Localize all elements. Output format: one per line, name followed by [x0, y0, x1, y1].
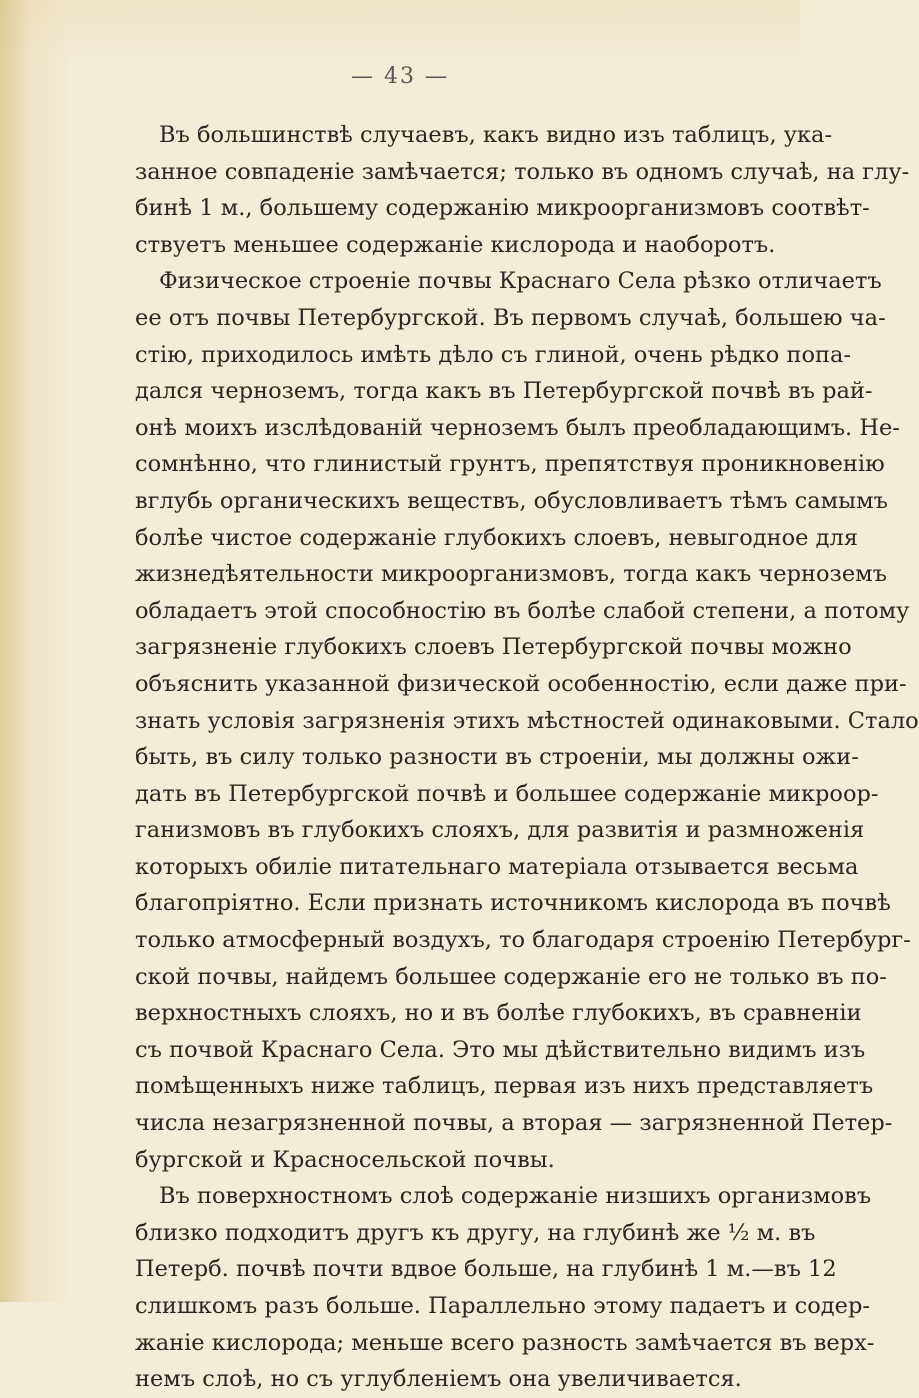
body-text [135, 117, 919, 1398]
text-line: занное совпаденіе замѣчается; только въ одномъ случаѣ, на глу- [135, 158, 910, 185]
text-line: стію, приходилось имѣть дѣло съ глиной, очень рѣдко попа- [135, 341, 852, 368]
text-line: жаніе кислорода; меньше всего разность замѣчается въ верх- [135, 1329, 875, 1356]
text-line: знать условія загрязненія этихъ мѣстностей одинаковыми. Стало [135, 707, 919, 734]
text-line: ской почвы, найдемъ большее содержаніе его не только въ по- [135, 963, 887, 990]
text-line: помѣщенныхъ ниже таблицъ, первая изъ нихъ представляетъ [135, 1073, 874, 1100]
text-line: съ почвой Краснаго Села. Это мы дѣйствительно видимъ изъ [135, 1036, 866, 1063]
text-line: ее отъ почвы Петербургской. Въ первомъ случаѣ, большею ча- [135, 304, 886, 331]
text-line: онѣ моихъ изслѣдованій черноземъ былъ преобладающимъ. Не- [135, 414, 900, 441]
text-line: которыхъ обиліе питательнаго матеріала отзывается весьма [135, 853, 859, 880]
text-line: Въ поверхностномъ слоѣ содержаніе низшихъ организмовъ [159, 1183, 872, 1210]
text-line: близко подходитъ другъ къ другу, на глубинѣ же ½ м. въ [135, 1219, 816, 1246]
text-line: обладаетъ этой способностію въ болѣе слабой степени, а потому [135, 597, 910, 624]
text-line: дался черноземъ, тогда какъ въ Петербургской почвѣ въ рай- [135, 378, 873, 405]
text-line: ствуетъ меньшее содержаніе кислорода и наоборотъ. [135, 231, 776, 258]
text-line: числа незагрязненной почвы, а вторая — загрязненной Петер- [135, 1110, 893, 1137]
text-line: верхностныхъ слояхъ, но и въ болѣе глубокихъ, въ сравненіи [135, 1000, 862, 1027]
text-line: слишкомъ разъ больше. Параллельно этому падаетъ и содер- [135, 1293, 870, 1319]
page-number: — 43 — [351, 64, 449, 89]
text-line: сомнѣнно, что глинистый грунтъ, препятствуя проникновенію [135, 451, 885, 478]
text-line: быть, въ силу только разности въ строеніи, мы должны ожи- [135, 744, 859, 771]
text-line: бургской и Красносельской почвы. [135, 1146, 555, 1173]
text-line: благопріятно. Если признать источникомъ кислорода въ почвѣ [135, 890, 891, 917]
text-line: объяснить указанной физической особенностію, если даже при- [135, 670, 907, 697]
text-line: Физическое строеніе почвы Краснаго Села рѣзко отличаетъ [159, 268, 882, 295]
text-line: жизнедѣятельности микроорганизмовъ, тогда какъ черноземъ [135, 561, 887, 588]
text-line: ганизмовъ въ глубокихъ слояхъ, для развитія и размноженія [135, 817, 865, 844]
text-line: загрязненіе глубокихъ слоевъ Петербургской почвы можно [135, 634, 852, 661]
text-line: только атмосферный воздухъ, то благодаря строенію Петербург- [135, 927, 911, 954]
text-line: Петерб. почвѣ почти вдвое больше, на глубинѣ 1 м.—въ 12 [135, 1256, 837, 1283]
text-line: Въ большинствѣ случаевъ, какъ видно изъ таблицъ, ука- [159, 122, 833, 148]
text-line: дать въ Петербургской почвѣ и большее содержаніе микроор- [135, 780, 879, 807]
text-line: вглубь органическихъ веществъ, обусловливаетъ тѣмъ самымъ [135, 487, 888, 514]
text-line: немъ слоѣ, но съ углубленіемъ она увеличивается. [135, 1366, 742, 1393]
text-line: бинѣ 1 м., большему содержанію микроорганизмовъ соотвѣт- [135, 195, 870, 222]
text-line: болѣе чистое содержаніе глубокихъ слоевъ, невыгодное для [135, 524, 858, 551]
